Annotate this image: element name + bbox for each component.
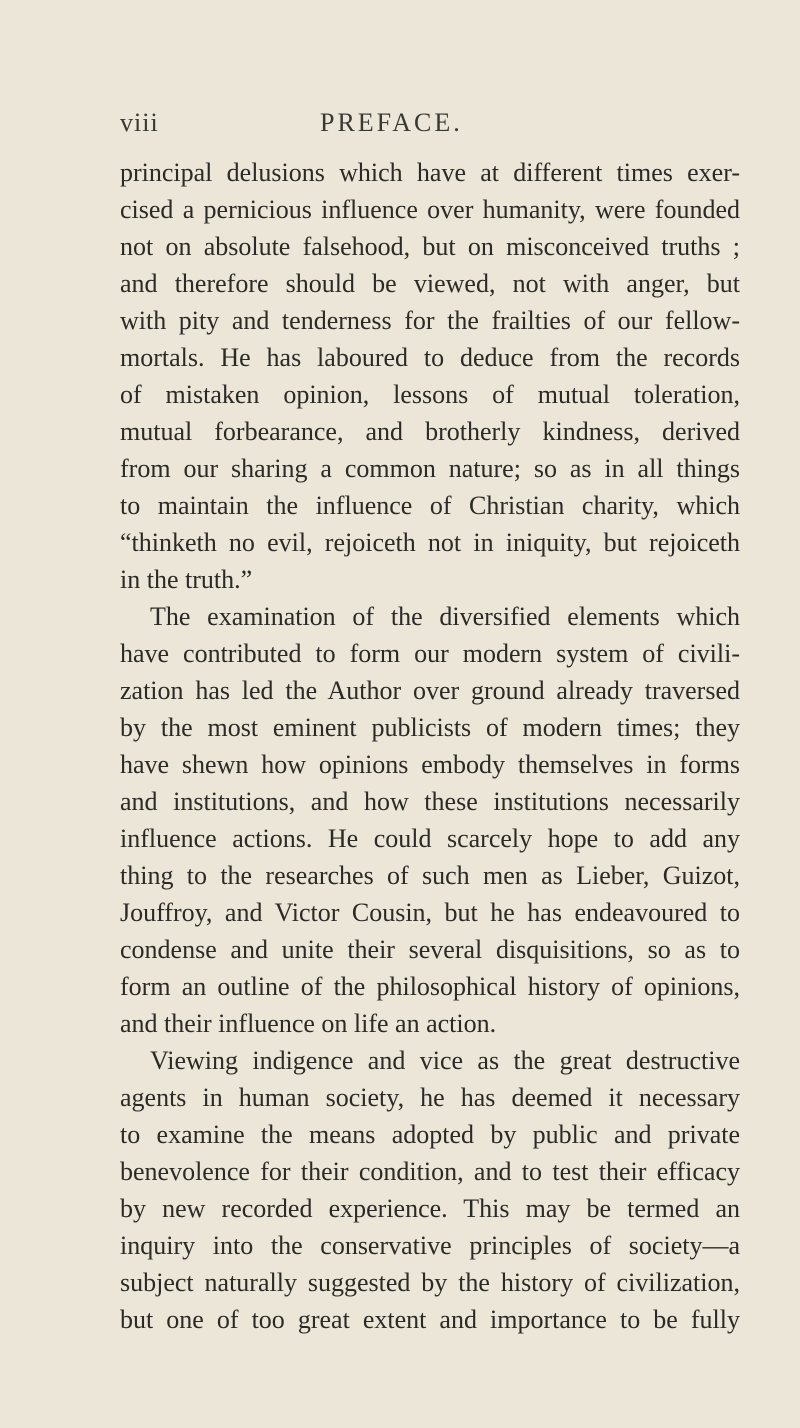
- text-line: “thinketh no evil, rejoiceth not in iniquity, but rejoiceth: [120, 528, 740, 557]
- text-line: of mistaken opinion, lessons of mutual toleration,: [120, 380, 740, 409]
- running-head: PREFACE.: [320, 108, 463, 137]
- text-line: inquiry into the conservative principles of society—a: [120, 1231, 740, 1260]
- text-line: thing to the researches of such men as Lieber, Guizot,: [120, 861, 740, 890]
- text-line: Jouffroy, and Victor Cousin, but he has endeavoured to: [120, 898, 740, 927]
- text-line: and therefore should be viewed, not with anger, but: [120, 269, 740, 298]
- text-line: have shewn how opinions embody themselves in forms: [120, 750, 740, 779]
- paragraph-start-line: The examination of the diversified elements which: [150, 602, 740, 631]
- text-line: in the truth.”: [120, 565, 253, 594]
- body-text: [120, 154, 740, 1338]
- text-line: agents in human society, he has deemed it necessary: [120, 1083, 740, 1112]
- paragraph-start-line: Viewing indigence and vice as the great destructive: [150, 1046, 740, 1075]
- text-line: and institutions, and how these institutions necessarily: [120, 787, 740, 816]
- text-line: condense and unite their several disquisitions, so as to: [120, 935, 740, 964]
- text-line: form an outline of the philosophical history of opinions,: [120, 972, 740, 1001]
- text-line: influence actions. He could scarcely hope to add any: [120, 824, 740, 853]
- text-line: zation has led the Author over ground already traversed: [120, 676, 740, 705]
- text-line: by the most eminent publicists of modern times; they: [120, 713, 740, 742]
- text-line: and their influence on life an action.: [120, 1009, 497, 1038]
- text-line: with pity and tenderness for the frailties of our fellow-: [120, 306, 740, 335]
- text-line: not on absolute falsehood, but on misconceived truths ;: [120, 232, 740, 261]
- text-line: to examine the means adopted by public and private: [120, 1120, 740, 1149]
- text-line: benevolence for their condition, and to test their efficacy: [120, 1157, 740, 1186]
- text-line: mutual forbearance, and brotherly kindness, derived: [120, 417, 740, 446]
- text-line: mortals. He has laboured to deduce from the records: [120, 343, 740, 372]
- text-line: by new recorded experience. This may be termed an: [120, 1194, 740, 1223]
- page-header: [120, 108, 740, 148]
- text-line: principal delusions which have at different times exer-: [120, 158, 740, 187]
- text-line: from our sharing a common nature; so as in all things: [120, 454, 740, 483]
- text-line: subject naturally suggested by the history of civilization,: [120, 1268, 740, 1297]
- page-number: viii: [120, 108, 159, 137]
- text-line: to maintain the influence of Christian charity, which: [120, 491, 740, 520]
- text-line: cised a pernicious influence over humanity, were founded: [120, 195, 740, 224]
- text-line: but one of too great extent and importance to be fully: [120, 1305, 740, 1334]
- text-line: have contributed to form our modern system of civili-: [120, 639, 740, 668]
